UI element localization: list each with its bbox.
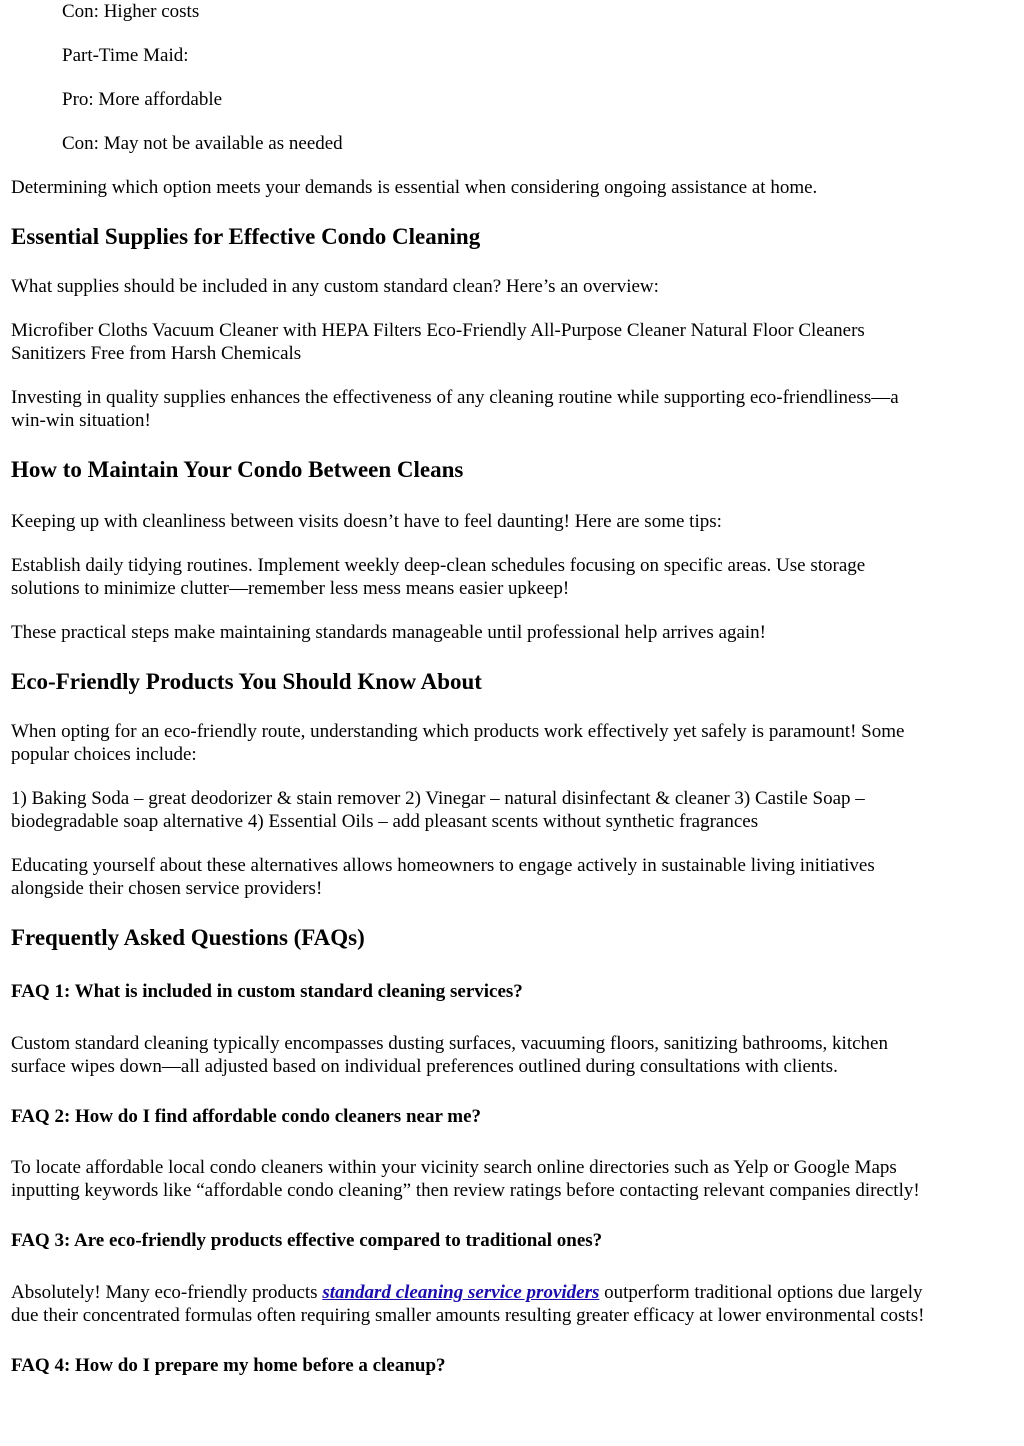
standard-cleaning-providers-link[interactable]: standard cleaning service providers	[322, 1282, 600, 1303]
paragraph-maintain-intro: Keeping up with cleanliness between visits doesn’t have to feel daunting! Here are some tips:	[11, 511, 722, 532]
paragraph-maintain-closing: These practical steps make maintaining standards manageable until professional help arrives again!	[11, 622, 766, 643]
paragraph-eco-intro-line1: When opting for an eco-friendly route, understanding which products work effectively yet safely is paramount! Some	[11, 721, 905, 742]
faq4-question: FAQ 4: How do I prepare my home before a cleanup?	[11, 1355, 446, 1376]
heading-essential-supplies: Essential Supplies for Effective Condo Cleaning	[11, 224, 481, 249]
list-item-pro-affordable: Pro: More affordable	[62, 89, 223, 110]
paragraph-eco-list-line1: 1) Baking Soda – great deodorizer & stain remover 2) Vinegar – natural disinfectant & cleaner 3) Castile Soap –	[11, 788, 865, 809]
heading-eco-friendly-products: Eco-Friendly Products You Should Know About	[11, 669, 482, 694]
faq3-answer-suffix: outperform traditional options due largely	[599, 1282, 923, 1303]
paragraph-supplies-list-line2: Sanitizers Free from Harsh Chemicals	[11, 343, 302, 364]
faq3-answer-prefix: Absolutely! Many eco-friendly products	[11, 1282, 323, 1303]
paragraph-investing-line1: Investing in quality supplies enhances the effectiveness of any cleaning routine while supporting eco-friendliness—a	[11, 387, 899, 408]
faq1-answer-line1: Custom standard cleaning typically encompasses dusting surfaces, vacuuming floors, sanitizing bathrooms, kitchen	[11, 1033, 888, 1054]
faq1-question: FAQ 1: What is included in custom standard cleaning services?	[11, 981, 523, 1002]
faq2-answer-line1: To locate affordable local condo cleaners within your vicinity search online directories such as Yelp or Google Maps	[11, 1157, 897, 1178]
list-item-con-higher-costs: Con: Higher costs	[62, 1, 200, 22]
paragraph-determining: Determining which option meets your demands is essential when considering ongoing assistance at home.	[11, 177, 818, 198]
paragraph-supplies-list-line1: Microfiber Cloths Vacuum Cleaner with HEPA Filters Eco-Friendly All-Purpose Cleaner Natural Floor Cleaners	[11, 320, 865, 341]
faq2-answer-line2: inputting keywords like “affordable condo cleaning” then review ratings before contacting relevant companies directly!	[11, 1180, 920, 1201]
faq3-answer-line2: due their concentrated formulas often requiring smaller amounts resulting greater efficacy at lower environmental costs!	[11, 1305, 925, 1326]
faq3-question: FAQ 3: Are eco-friendly products effective compared to traditional ones?	[11, 1230, 603, 1251]
paragraph-tips-line2: solutions to minimize clutter—remember less mess means easier upkeep!	[11, 578, 570, 599]
faq1-answer-line2: surface wipes down—all adjusted based on individual preferences outlined during consultations with clients.	[11, 1056, 838, 1077]
paragraph-eco-list-line2: biodegradable soap alternative 4) Essential Oils – add pleasant scents without synthetic fragrances	[11, 811, 759, 832]
paragraph-educating-line2: alongside their chosen service providers!	[11, 878, 323, 899]
faq3-answer-line1	[11, 1281, 923, 1304]
paragraph-supplies-question: What supplies should be included in any custom standard clean? Here’s an overview:	[11, 276, 659, 297]
list-item-con-availability: Con: May not be available as needed	[62, 133, 343, 154]
heading-faqs: Frequently Asked Questions (FAQs)	[11, 925, 365, 950]
heading-maintain-condo: How to Maintain Your Condo Between Cleans	[11, 457, 464, 482]
list-item-part-time-maid: Part-Time Maid:	[62, 45, 189, 66]
faq2-question: FAQ 2: How do I find affordable condo cleaners near me?	[11, 1106, 482, 1127]
paragraph-investing-line2: win-win situation!	[11, 410, 151, 431]
paragraph-educating-line1: Educating yourself about these alternatives allows homeowners to engage actively in sustainable living initiatives	[11, 855, 875, 876]
paragraph-eco-intro-line2: popular choices include:	[11, 744, 197, 765]
paragraph-tips-line1: Establish daily tidying routines. Implement weekly deep-clean schedules focusing on specific areas. Use storage	[11, 555, 866, 576]
